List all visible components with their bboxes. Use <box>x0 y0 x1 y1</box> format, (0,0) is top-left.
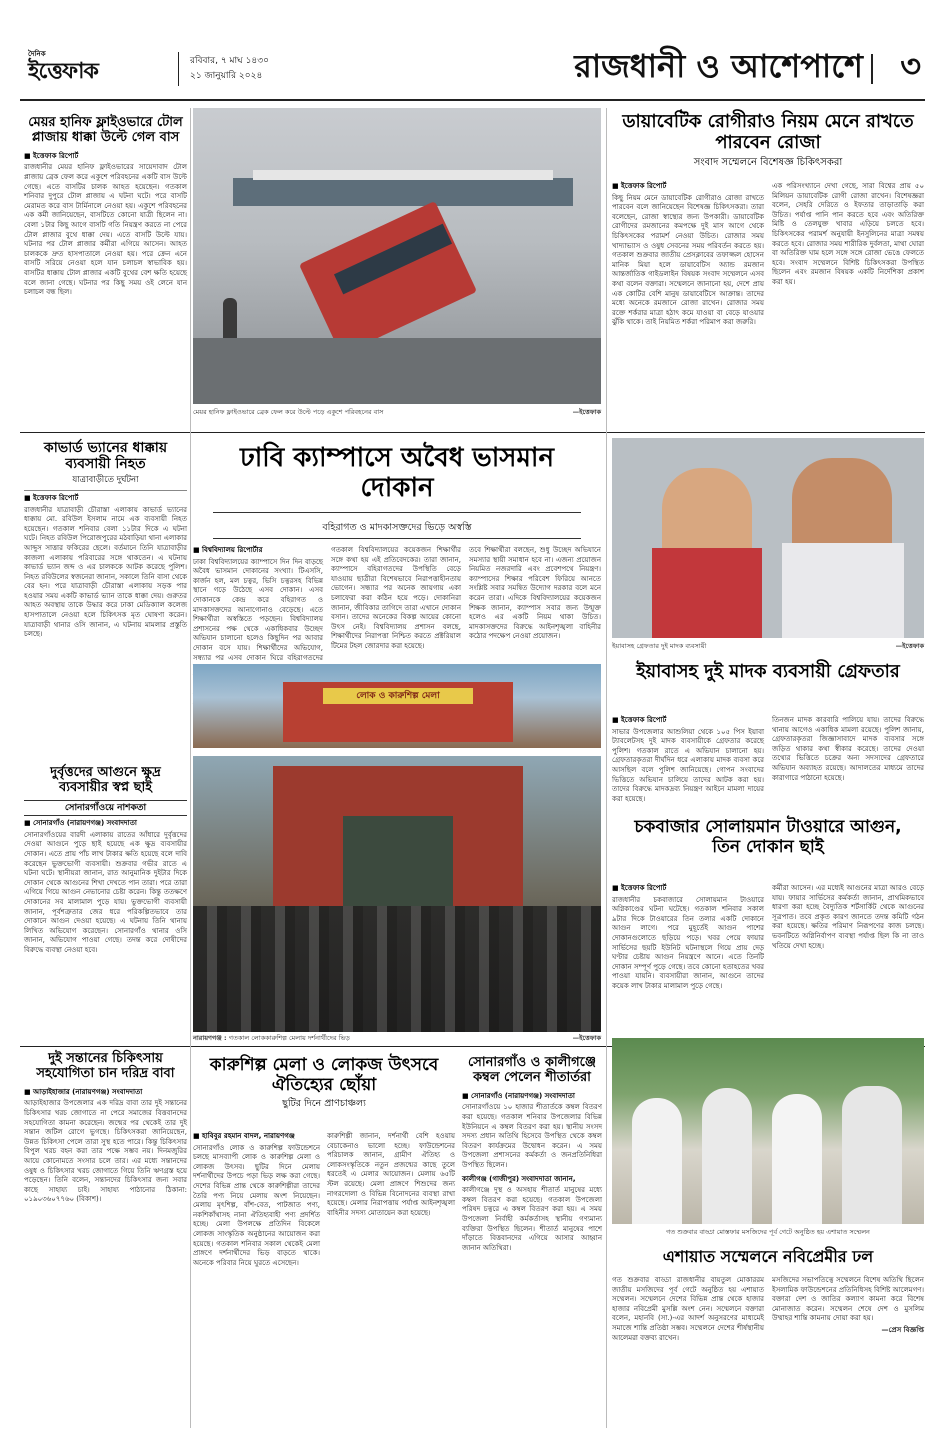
byline: ■ ইত্তেফাক রিপোর্ট <box>612 182 667 190</box>
article-text: রাজধানীর যাত্রাবাড়ী চৌরাস্তা এলাকায় কাভার্ড ভ্যানের ধাক্কায় মো. রবিউল ইসলাম নামে এক ব্যবসায়ী নিহত হয়েছেন। গতকাল শনিবার বেলা ১১টার দিকে এ ঘটনা ঘটে। নিহত রবিউল পিরোজপুরের মঠবাড়িয়া থানা এলাকার আব্দুস সাত্তার ফকিরের ছেলে। বর্তমানে তিনি যাত্রাবাড়ীর কাজলা এলাকায় পরিবারের সঙ্গে থাকতেন। এ ঘটনায় কাভার্ড ভ্যান জব্দ ও এর চালককে আটক করেছে পুলিশ। নিহত রবিউলের স্বজনেরা জানান, সকালে তিনি বাসা থেকে বের হন। পরে যাত্রাবাড়ী চৌরাস্তা এলাকায় সড়ক পার হওয়ার সময় একটি কাভার্ড ভ্যান তাকে ধাক্কা দেয়। গুরুতর আহত অবস্থায় তাকে উদ্ধার করে ঢাকা মেডিক্যাল কলেজ হাসপাতালে নেওয়া হলে চিকিৎসক মৃত ঘোষণা করেন। যাত্রাবাড়ী থানার ওসি জানান, এ ঘটনায় মামলার প্রস্তুতি চলছে। <box>24 505 187 639</box>
article-body <box>462 1092 602 1398</box>
article-body-col1 <box>612 716 764 810</box>
headline: কারুশিল্প মেলা ও লোকজ উৎসবে ঐতিহ্যের ছোঁয়া <box>209 1055 439 1095</box>
photo-caption: ইয়াবাসহ গ্রেফতার দুই মাদক ব্যবসায়ী <box>612 642 707 650</box>
article-text: সোনারগাঁওয়ে ১০ হাজার শীতার্তকে কম্বল বিতরণ করা হয়েছে। গতকাল শনিবার উপজেলার বিভিন্ন ইউনিয়নে এ কম্বল বিতরণ করা হয়। স্থানীয় সংসদ সদস্য প্রধান অতিথি হিসেবে উপস্থিত থেকে কম্বল বিতরণ কার্যক্রমের উদ্বোধন করেন। এ সময় উপজেলা প্রশাসনের কর্মকর্তা ও জনপ্রতিনিধিরা উপস্থিত ছিলেন। <box>462 1103 602 1170</box>
fair-gate-banner: লোক ও কারুশিল্প মেলা <box>323 688 473 704</box>
article-body-col1 <box>612 884 764 1034</box>
main-photo-block <box>193 108 601 426</box>
article-body-col3: তবে শিক্ষার্থীরা বলছেন, শুধু উচ্ছেদ অভিযানে সমস্যার স্থায়ী সমাধান হবে না। এজন্য প্রয়োজন নিয়মিত নজরদারি এবং প্রবেশপথে নিয়ন্ত্রণ। ক্যাম্পাসের শিক্ষার পরিবেশ ফিরিয়ে আনতে সংশ্লিষ্ট সবার সমন্বিত উদ্যোগ দরকার বলে মনে করেন তারা। এদিকে বিশ্ববিদ্যালয়ের কয়েকজন শিক্ষক জানান, ক্যাম্পাস সবার জন্য উন্মুক্ত হলেও এর একটি নিয়ম থাকা উচিত। মাদকাসক্তদের বিরুদ্ধে আইনশৃঙ্খলা বাহিনীর কঠোর পদক্ষেপ নেওয়া প্রয়োজন। <box>469 546 601 641</box>
byline: ■ ইত্তেফাক রিপোর্ট <box>612 716 667 724</box>
story-tower-fire <box>612 814 924 1034</box>
article-text: সোনারগাঁও লোক ও কারুশিল্প ফাউন্ডেশনে চলছে মাসব্যাপী লোক ও কারুশিল্প মেলা ও লোকজ উৎসব। ছুটির দিনে মেলায় দর্শনার্থীদের উপচে পড়া ভিড় লক্ষ করা গেছে। দেশের বিভিন্ন প্রান্ত থেকে কারুশিল্পীরা তাদের তৈরি পণ্য নিয়ে মেলায় অংশ নিয়েছেন। মেলায় মৃৎশিল্প, বাঁশ-বেত, পাটজাত পণ্য, নকশিকাঁথাসহ নানা ঐতিহ্যবাহী পণ্য প্রদর্শিত হচ্ছে। মেলা উপলক্ষে প্রতিদিন বিকেলে লোকজ সাংস্কৃতিক অনুষ্ঠানের আয়োজন করা হয়েছে। গতকাল শনিবার সকাল থেকেই মেলা প্রাঙ্গণে দর্শনার্থীদের ভিড় বাড়তে থাকে। অনেকে পরিবার নিয়ে ঘুরতে এসেছেন। <box>193 1143 320 1267</box>
story-eshayat-conference <box>612 1038 924 1430</box>
speaker-2-figure <box>702 1088 752 1224</box>
story-arson-shop <box>24 764 187 1026</box>
caption-place: নারায়ণগঞ্জ : <box>193 1034 227 1042</box>
byline: ■ সোনারগাঁও (নারায়ণগঞ্জ) সংবাদদাতা <box>462 1091 575 1100</box>
photo-caption: মেয়র হানিফ ফ্লাইওভারে ব্রেক ফেল করে উল্টে পড়ে একুশে পরিবহনের বাস <box>193 408 384 416</box>
date-english: ২১ জানুয়ারি ২০২৪ <box>190 71 263 81</box>
toll-canopy-shape <box>233 178 573 206</box>
headline: এশায়াত সম্মেলনে নবিপ্রেমীর ঢল <box>662 1247 874 1266</box>
issue-date <box>190 54 269 84</box>
article-body <box>24 1088 187 1388</box>
headline: চকবাজার সোলায়মান টাওয়ারে আগুন, তিন দোকান ছাই <box>634 817 902 857</box>
byline: ■ বিশ্ববিদ্যালয় রিপোর্টার <box>193 546 263 554</box>
article-text: রাজধানীর চকবাজারে সোলায়মান টাওয়ারে অগ্নিকাণ্ডের ঘটনা ঘটেছে। গতকাল শনিবার সকাল ৯টার দিকে টাওয়ারের তিন তলার একটি দোকানে আগুন লাগে। পরে মুহূর্তেই আগুন পাশের দোকানগুলোতে ছড়িয়ে পড়ে। খবর পেয়ে ফায়ার সার্ভিসের ছয়টি ইউনিট ঘটনাস্থলে গিয়ে প্রায় দেড় ঘণ্টার চেষ্টায় আগুন নিয়ন্ত্রণে আনে। এতে তিনটি দোকান সম্পূর্ণ পুড়ে গেছে। তবে কোনো হতাহতের খবর পাওয়া যায়নি। ব্যবসায়ীরা জানান, আগুনে তাদের কয়েক লাখ টাকার মালামাল পুড়ে গেছে। <box>612 895 764 990</box>
article-text: মসজিদের সভাপতিত্বে সম্মেলনে বিশেষ অতিথি ছিলেন ইসলামিক ফাউন্ডেশনের প্রতিনিধিসহ বিশিষ্ট আলেমগণ। বক্তারা দেশ ও জাতির কল্যাণ কামনা করে বিশেষ মোনাজাত করেন। সম্মেলন শেষে দেশ ও মুসলিম উম্মাহর শান্তি কামনায় দোয়া করা হয়। <box>772 1276 924 1323</box>
article-body-col1 <box>612 182 764 430</box>
column-separator <box>606 108 607 1428</box>
masthead-rule <box>20 99 925 101</box>
headline: ইয়াবাসহ দুই মাদক ব্যবসায়ী গ্রেফতার <box>636 661 900 682</box>
article-body <box>24 152 187 402</box>
column-separator <box>190 108 191 1428</box>
fair-photo-block <box>193 664 601 756</box>
byline: ■ সোনারগাঁও (নারায়ণগঞ্জ) সংবাদদাতা <box>24 819 137 828</box>
article-body-col2: এক পরিসংখ্যানে দেখা গেছে, সারা বিশ্বের প্রায় ৫০ মিলিয়ন ডায়াবেটিক রোগী রোজা রাখেন। বিশেষজ্ঞরা বলেন, সেহরি দেরিতে ও ইফতার তাড়াতাড়ি করা উচিত। পর্যাপ্ত পানি পান করতে হবে এবং অতিরিক্ত মিষ্টি ও তেলযুক্ত খাবার এড়িয়ে চলতে হবে। চিকিৎসকের পরামর্শ অনুযায়ী ইনসুলিনের মাত্রা সমন্বয় করতে হবে। রোজার সময় শারীরিক দুর্বলতা, মাথা ঘোরা বা অতিরিক্ত ঘাম হলে সঙ্গে সঙ্গে রোজা ভেঙে ফেলতে হবে। সংবাদ সম্মেলনে বিশিষ্ট চিকিৎসকরা উপস্থিত ছিলেন এবং রমজান বিষয়ক একটি নির্দেশিকা প্রকাশ করা হয়। <box>772 182 924 286</box>
article-body-col2 <box>772 1276 924 1426</box>
speaker-1-figure <box>632 1098 682 1224</box>
article-body-col2: কর্মীরা আসেন। এর মধ্যেই আগুনের মাত্রা আরও বেড়ে যায়। ফায়ার সার্ভিসের কর্মকর্তা জানান, প্রাথমিকভাবে ধারণা করা হচ্ছে বৈদ্যুতিক শর্টসার্কিট থেকে আগুনের সূত্রপাত। তবে প্রকৃত কারণ জানতে তদন্ত কমিটি গঠন করা হয়েছে। ক্ষতির পরিমাণ নিরূপণের কাজ চলছে। ভবনটিতে অগ্নিনির্বাপণ ব্যবস্থা পর্যাপ্ত ছিল কি না তাও খতিয়ে দেখা হচ্ছে। <box>772 884 924 950</box>
crowd-photo <box>193 756 601 1032</box>
story-yaba-arrest <box>612 660 924 810</box>
bystander-figure <box>223 298 237 338</box>
story-diabetes <box>612 110 924 430</box>
section-divider <box>871 54 873 84</box>
arrested-suspects-photo <box>612 438 924 638</box>
article-body <box>24 819 187 1009</box>
headline: কাভার্ড ভ্যানের ধাক্কায় ব্যবসায়ী নিহত <box>43 440 168 473</box>
subhead: বহিরাগত ও মাদকাসক্তদের ভিড়ে অস্বস্তি <box>322 521 472 533</box>
date-bangla: রবিবার, ৭ মাঘ ১৪৩০ <box>190 56 269 66</box>
article-text: সাভার উপজেলার আশুলিয়া থেকে ১০৫ পিস ইয়াবা ট্যাবলেটসহ দুই মাদক ব্যবসায়ীকে গ্রেফতার করেছে পুলিশ। গতকাল রাতে এ অভিযান চালানো হয়। গ্রেফতারকৃতরা দীর্ঘদিন ধরে এলাকায় মাদক ব্যবসা করে আসছিল বলে পুলিশ জানিয়েছে। গোপন সংবাদের ভিত্তিতে অভিযান চালিয়ে তাদের আটক করা হয়। তাদের বিরুদ্ধে মাদকদ্রব্য নিয়ন্ত্রণ আইনে মামলা দায়ের করা হয়েছে। <box>612 727 764 803</box>
article-text: ঢাকা বিশ্ববিদ্যালয়ের ক্যাম্পাসে দিন দিন বাড়ছে অবৈধ ভাসমান দোকানের সংখ্যা। টিএসসি, কার্জন হল, মল চত্বর, ভিসি চত্বরসহ বিভিন্ন স্থানে গড়ে উঠেছে এসব দোকান। এসব দোকানকে কেন্দ্র করে বহিরাগত ও মাদকাসক্তদের আনাগোনাও বেড়েছে। এতে শিক্ষার্থীরা অস্বস্তিতে পড়ছেন। বিশ্ববিদ্যালয় প্রশাসনের পক্ষ থেকে একাধিকবার উচ্ছেদ অভিযান চালানো হলেও কিছুদিন পর আবার দোকান বসে যায়। শিক্ষার্থীদের অভিযোগ, সন্ধ্যার পর এসব দোকান ঘিরে বহিরাগতদের <box>193 557 323 662</box>
logo-small-text: দৈনিক <box>28 50 46 58</box>
article-body-col1 <box>193 1132 320 1430</box>
byline: ■ আড়াইহাজার (নারায়ণগঞ্জ) সংবাদদাতা <box>24 1087 143 1096</box>
article-body-col2: গতকাল বিশ্ববিদ্যালয়ের কয়েকজন শিক্ষার্থীর সঙ্গে কথা হয় এই প্রতিবেদকের। তারা জানান, ক্যাম্পাসে বহিরাগতদের উপস্থিতি বেড়ে যাওয়ায় ছাত্রীরা বিশেষভাবে নিরাপত্তাহীনতায় ভোগেন। সন্ধ্যার পর অনেক জায়গায় একা চলাফেরা করা কঠিন হয়ে পড়ে। দোকানিরা জানান, জীবিকার তাগিদে তারা এখানে দোকান বসান। তাদের অনেকের বিকল্প আয়ের কোনো উৎস নেই। বিশ্ববিদ্যালয় প্রশাসন বলছে, শিক্ষার্থীদের নিরাপত্তা নিশ্চিত করতে প্রক্টরিয়াল টিমের টহল জোরদার করা হয়েছে। <box>331 546 461 650</box>
page-number: ৩ <box>900 47 921 85</box>
subhead-box <box>213 512 581 539</box>
article-body-col2: তিনজন মাদক কারবারি পালিয়ে যায়। তাদের বিরুদ্ধে থানায় আগেও একাধিক মামলা রয়েছে। পুলিশ জানায়, গ্রেফতারকৃতরা জিজ্ঞাসাবাদে মাদক ব্যবসার সঙ্গে জড়িত থাকার কথা স্বীকার করেছে। তাদের দেওয়া তথ্যের ভিত্তিতে চক্রের অন্য সদস্যদের গ্রেফতারে অভিযান অব্যাহত রয়েছে। আদালতের মাধ্যমে তাদের কারাগারে পাঠানো হয়েছে। <box>772 716 924 782</box>
byline: ■ ইত্তেফাক রিপোর্ট <box>24 151 79 160</box>
article-body-col1: গত শুক্রবার বাড্ডা রাজধানীর বায়তুল মোকাররম জাতীয় মসজিদের পূর্ব গেটে অনুষ্ঠিত হয় এশায়াত সম্মেলন। সম্মেলনে দেশের বিভিন্ন প্রান্ত থেকে হাজার হাজার নবিপ্রেমী মুসল্লি অংশ নেন। সম্মেলনে বক্তারা বলেন, মহানবি (সা.)-এর আদর্শ অনুসরণের মাধ্যমেই সমাজে শান্তি প্রতিষ্ঠা সম্ভব। সম্মেলনে দেশের শীর্ষস্থানীয় আলেমরা বক্তব্য রাখেন। <box>612 1276 764 1342</box>
photo-credit: —ইত্তেফাক <box>572 1034 601 1042</box>
speaker-3-figure <box>772 1094 822 1224</box>
photo-credit: —ইত্তেফাক <box>895 642 924 650</box>
suspect-one-shirt <box>652 548 762 638</box>
byline: ■ হাবিবুর রহমান বাদল, নারায়ণগঞ্জ <box>193 1132 295 1140</box>
subhead: যাত্রাবাড়ীতে দুর্ঘটনা <box>24 476 187 491</box>
article-body <box>24 494 187 734</box>
headline: ডায়াবেটিক রোগীরাও নিয়ম মেনে রাখতে পারবেন রোজা <box>622 111 914 153</box>
gate-opening-shape <box>343 816 453 906</box>
subhead: সংবাদ সম্মেলনে বিশেষজ্ঞ চিকিৎসকরা <box>693 157 843 169</box>
bus-shape <box>299 201 477 355</box>
article-body-col2: কারুশিল্পী জানান, দর্শনার্থী বেশি হওয়ায় বেচাকেনাও ভালো হচ্ছে। ফাউন্ডেশনের পরিচালক জানান, গ্রামীণ ঐতিহ্য ও লোকসংস্কৃতিকে নতুন প্রজন্মের কাছে তুলে ধরতেই এ মেলার আয়োজন। মেলায় ৬৫টি স্টল রয়েছে। মেলা প্রাঙ্গণে শিশুদের জন্য নাগরদোলা ও বিভিন্ন বিনোদনের ব্যবস্থা রাখা হয়েছে। মেলার নিরাপত্তায় পর্যাপ্ত আইনশৃঙ্খলা বাহিনীর সদস্য মোতায়েন করা হয়েছে। <box>327 1132 455 1217</box>
subhead: সোনারগাঁওয়ে নাশকতা <box>24 800 187 816</box>
conference-photo <box>612 1038 924 1224</box>
headline: মেয়র হানিফ ফ্লাইওভারে টোল প্লাজায় ধাক্কা উল্টে গেল বাস <box>28 115 183 145</box>
fair-photo-caption-block <box>193 1034 601 1043</box>
story-covered-van <box>24 438 187 758</box>
road-surface <box>193 338 601 404</box>
article-text: আড়াইহাজার উপজেলার এক দরিদ্র বাবা তার দুই সন্তানের চিকিৎসার খরচ জোগাতে না পেরে সমাজের বিত্তবানদের সহযোগিতা কামনা করেছেন। জন্মের পর থেকেই তার দুই সন্তান জটিল রোগে ভুগছে। চিকিৎসকরা জানিয়েছেন, উন্নত চিকিৎসা পেলে তারা সুস্থ হতে পারে। কিন্তু চিকিৎসার বিপুল খরচ বহন করা তার পক্ষে সম্ভব নয়। দিনমজুরির আয়ে কোনোমতে সংসার চলে তার। এর মধ্যে সন্তানদের ওষুধ ও চিকিৎসার খরচ জোগাতে গিয়ে তিনি ঋণগ্রস্ত হয়ে পড়েছেন। তিনি বলেন, সন্তানদের চিকিৎসার জন্য সবার কাছে সাহায্য চাই। সাহায্য পাঠানোর ঠিকানা: ০১৯০৩৬০৭৭৬০ (বিকাশ)। <box>24 1099 187 1204</box>
suspect-two-shirt <box>782 543 904 638</box>
headline: দুর্বৃত্তদের আগুনে ক্ষুদ্র ব্যবসায়ীর স্বপ্ন ছাই <box>50 765 161 795</box>
speaker-4-figure <box>842 1086 902 1224</box>
byline: ■ ইত্তেফাক রিপোর্ট <box>612 884 667 892</box>
bus-accident-photo <box>193 108 601 404</box>
headline: ঢাবি ক্যাম্পাসে অবৈধ ভাসমান দোকান <box>240 443 554 503</box>
toll-canopy-roof <box>253 170 553 180</box>
article-text-secondary: কালীগঞ্জে দুস্থ ও অসহায় শীতার্ত মানুষের মধ্যে কম্বল বিতরণ করা হয়েছে। গতকাল উপজেলা পরিষদ চত্বরে এ কম্বল বিতরণ করা হয়। এ সময় উপজেলা নির্বাহী কর্মকর্তাসহ স্থানীয় গণ্যমান্য ব্যক্তিরা উপস্থিত ছিলেন। শীতার্ত মানুষের পাশে দাঁড়াতে বিত্তবানদের এগিয়ে আসার আহ্বান জানান অতিথিরা। <box>462 1186 602 1252</box>
section-rule-1 <box>20 432 925 433</box>
masthead-divider <box>178 52 179 86</box>
photo-credit: —ইত্তেফাক <box>572 408 601 416</box>
article-body-col1 <box>193 546 323 660</box>
article-text: সোনারগাঁওয়ের বারদী এলাকায় রাতের আঁধারে দুর্বৃত্তদের দেওয়া আগুনে পুড়ে ছাই হয়েছে এক ক্ষুদ্র ব্যবসায়ীর দোকান। এতে প্রায় পাঁচ লাখ টাকার ক্ষতি হয়েছে বলে দাবি করেছেন ভুক্তভোগী ব্যবসায়ী। শুক্রবার গভীর রাতে এ ঘটনা ঘটে। স্থানীয়রা জানান, রাত আনুমানিক দুইটার দিকে দোকান থেকে আগুনের শিখা দেখতে পান তারা। পরে তারা এগিয়ে গিয়ে আগুন নেভানোর চেষ্টা করেন। কিন্তু ততক্ষণে দোকানের সব মালামাল পুড়ে যায়। ভুক্তভোগী ব্যবসায়ী জানান, পূর্বশত্রুতার জের ধরে পরিকল্পিতভাবে তার দোকানে আগুন দেওয়া হয়েছে। এ ঘটনায় তিনি থানায় লিখিত অভিযোগ করেছেন। সোনারগাঁও থানার ওসি জানান, অভিযোগ পাওয়া গেছে। তদন্ত করে দোষীদের বিরুদ্ধে ব্যবস্থা নেওয়া হবে। <box>24 830 187 954</box>
article-credit: —প্রেস বিজ্ঞপ্তি <box>881 1325 924 1334</box>
article-text: কিছু নিয়ম মেনে ডায়াবেটিক রোগীরাও রোজা রাখতে পারবেন বলে জানিয়েছেন বিশেষজ্ঞ চিকিৎসকরা। তারা বলেছেন, রোজা স্বাস্থ্যের জন্য উপকারী। ডায়াবেটিক রোগীদের রমজানের কমপক্ষে দুই মাস আগে থেকে চিকিৎসকের পরামর্শ নেওয়া উচিত। রোজার সময় খাদ্যাভ্যাস ও ওষুধ সেবনের সময় পরিবর্তন করতে হয়। গতকাল শুক্রবার জাতীয় প্রেসক্লাবের তফাজ্জল হোসেন মানিক মিয়া হলে ডায়াবেটিস অ্যান্ড রমজান আন্তর্জাতিক গাইডলাইন বিষয়ক সংবাদ সম্মেলনে এসব কথা বলেন বক্তারা। সম্মেলনে জানানো হয়, দেশে প্রায় এক কোটির বেশি মানুষ ডায়াবেটিসে আক্রান্ত। তাদের মধ্যে অনেকে রমজানে রোজা রাখেন। রোজার সময় রক্তে শর্করার মাত্রা হঠাৎ কমে যাওয়া বা বেড়ে যাওয়ার ঝুঁকি থাকে। তাই নিয়মিত শর্করা পরিমাপ করা জরুরি। <box>612 193 764 327</box>
headline: দুই সন্তানের চিকিৎসায় সহযোগিতা চান দরিদ্র বাবা <box>36 1051 175 1081</box>
byline-secondary: কালীগঞ্জ (গাজীপুর) সংবাদদাতা জানান, <box>462 1174 576 1183</box>
section-title: রাজধানী ও আশেপাশে <box>574 47 863 85</box>
story-child-treatment <box>24 1030 187 1430</box>
crowd-shape <box>193 906 601 1032</box>
craft-fair-photo <box>193 664 601 748</box>
story-blanket-distribution <box>462 1052 602 1430</box>
article-text: রাজধানীর মেয়র হানিফ ফ্লাইওভারের সায়েদাবাদ টোল প্লাজায় ব্রেক ফেল করে একুশে পরিবহনের একটি বাস উল্টে গেছে। এতে বাসটির চালক আহত হয়েছেন। গতকাল শনিবার দুপুরে টোল প্লাজায় এ ঘটনা ঘটে। পরে বাসটি মেরামত করে বাস টার্মিনালে নেওয়া হয়। একুশে পরিবহনের এক কর্মী জানিয়েছেন, বাসটিতে কোনো যাত্রী ছিলেন না। বেলা ১টার কিছু আগে বাসটি গতি নিয়ন্ত্রণ করতে না পেরে টোল প্লাজার বুথে ধাক্কা দেয়। এতে বাসটি উল্টে যায়। ঘটনার পর টোল প্লাজার কর্মীরা এগিয়ে আসেন। আহত চালককে দ্রুত হাসপাতালে নেওয়া হয়। পরে ক্রেন এনে বাসটি সরিয়ে নেওয়া হলে যান চলাচল স্বাভাবিক হয়। বাসটির ধাক্কায় টোল প্লাজার একটি বুথের বেশ ক্ষতি হয়েছে বলে জানা গেছে। ঘটনার পর কিছু সময় ওই লেনে যান চলাচল বন্ধ ছিল। <box>24 163 187 297</box>
story-craft-fair <box>193 1052 455 1430</box>
masthead <box>20 40 925 98</box>
logo-text: ইত্তেফাক <box>28 59 98 84</box>
newspaper-logo <box>28 48 158 88</box>
yaba-photo-block <box>612 438 924 656</box>
story-dhaka-university <box>193 438 601 660</box>
subhead: ছুটির দিনে প্রাণচাঞ্চল্য <box>282 1098 366 1110</box>
photo-caption: গত শুক্রবার বাড্ডা মোস্তফার মসজিদের পূর্ব গেটে অনুষ্ঠিত হয় এশায়াত সম্মেলন <box>666 1228 870 1236</box>
headline: সোনারগাঁও ও কালীগঞ্জে কম্বল পেলেন শীতার্তরা <box>468 1055 596 1085</box>
byline: ■ ইত্তেফাক রিপোর্ট <box>24 493 79 502</box>
story-toll-plaza <box>24 112 187 430</box>
photo-caption: গতকাল লোককারুশিল্প মেলায় দর্শনার্থীদের ভিড় <box>228 1034 350 1042</box>
